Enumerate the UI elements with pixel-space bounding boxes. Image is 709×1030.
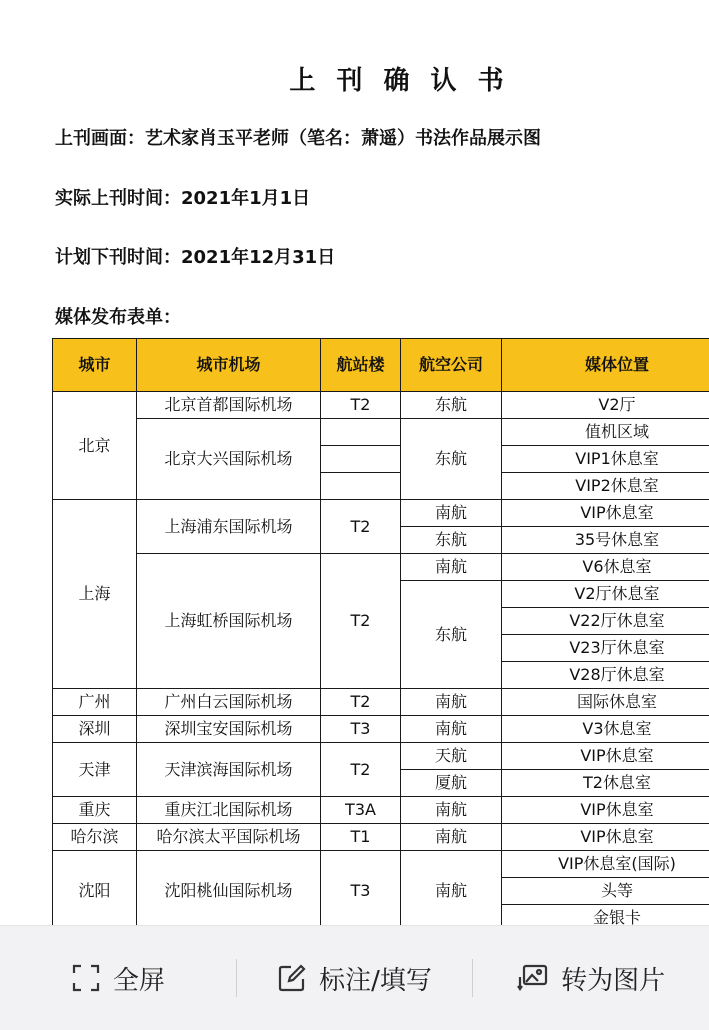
- terminal-cell: T2: [321, 500, 401, 554]
- airline-cell: 东航: [401, 581, 502, 689]
- airport-cell: 深圳宝安国际机场: [137, 716, 321, 743]
- fullscreen-icon: [71, 963, 101, 993]
- header-airline: 航空公司: [401, 339, 502, 392]
- airline-cell: 南航: [401, 797, 502, 824]
- airline-cell: 南航: [401, 824, 502, 851]
- airport-cell: 沈阳桃仙国际机场: [137, 851, 321, 926]
- terminal-cell: T2: [321, 743, 401, 797]
- city-cell: 上海: [53, 500, 137, 689]
- table-caption: 媒体发布表单：: [55, 303, 181, 329]
- fullscreen-button[interactable]: [0, 960, 236, 997]
- header-city: 城市: [53, 339, 137, 392]
- terminal-cell: T2: [321, 554, 401, 689]
- airline-cell: 南航: [401, 689, 502, 716]
- picture-line: 上刊画面：艺术家肖玉平老师（笔名：萧遥）书法作品展示图: [55, 124, 541, 150]
- terminal-cell: [321, 473, 401, 500]
- position-cell: 国际休息室: [502, 689, 709, 716]
- bottom-toolbar: [0, 925, 709, 1030]
- terminal-cell: T1: [321, 824, 401, 851]
- table-row: [53, 689, 709, 716]
- terminal-cell: T3: [321, 851, 401, 926]
- table-row: [53, 419, 709, 446]
- position-cell: V23厅休息室: [502, 635, 709, 662]
- table-row: [53, 851, 709, 878]
- airport-cell: 哈尔滨太平国际机场: [137, 824, 321, 851]
- fullscreen-label: 全屏: [113, 960, 165, 997]
- start-date-line: 实际上刊时间：2021年1月1日: [55, 184, 310, 210]
- airline-cell: 东航: [401, 527, 502, 554]
- airline-cell: 东航: [401, 392, 502, 419]
- airport-cell: 广州白云国际机场: [137, 689, 321, 716]
- position-cell: 35号休息室: [502, 527, 709, 554]
- position-cell: 值机区域: [502, 419, 709, 446]
- airline-cell: 厦航: [401, 770, 502, 797]
- position-cell: V2厅: [502, 392, 709, 419]
- position-cell: VIP休息室: [502, 500, 709, 527]
- media-table: [52, 338, 709, 925]
- edit-pencil-icon: [277, 963, 307, 993]
- position-cell: VIP休息室: [502, 797, 709, 824]
- position-cell: V3休息室: [502, 716, 709, 743]
- convert-to-image-button[interactable]: [473, 960, 709, 997]
- terminal-cell: [321, 419, 401, 446]
- airline-cell: 东航: [401, 419, 502, 500]
- airport-cell: 北京大兴国际机场: [137, 419, 321, 500]
- city-cell: 重庆: [53, 797, 137, 824]
- position-cell: VIP2休息室: [502, 473, 709, 500]
- city-cell: 哈尔滨: [53, 824, 137, 851]
- terminal-cell: T2: [321, 392, 401, 419]
- table-header-row: [53, 339, 709, 392]
- table-row: [53, 392, 709, 419]
- airport-cell: 北京首都国际机场: [137, 392, 321, 419]
- annotate-label: 标注/填写: [319, 960, 432, 997]
- airport-cell: 上海浦东国际机场: [137, 500, 321, 554]
- city-cell: 北京: [53, 392, 137, 500]
- table-row: [53, 716, 709, 743]
- position-cell: 头等: [502, 878, 709, 905]
- airline-cell: 天航: [401, 743, 502, 770]
- header-terminal: 航站楼: [321, 339, 401, 392]
- convert-to-image-label: 转为图片: [561, 960, 665, 997]
- airline-cell: 南航: [401, 851, 502, 926]
- header-position: 媒体位置: [502, 339, 709, 392]
- end-date-line: 计划下刊时间：2021年12月31日: [55, 243, 335, 269]
- city-cell: 深圳: [53, 716, 137, 743]
- position-cell: V6休息室: [502, 554, 709, 581]
- position-cell: T2休息室: [502, 770, 709, 797]
- airport-cell: 上海虹桥国际机场: [137, 554, 321, 689]
- header-airport: 城市机场: [137, 339, 321, 392]
- document-title: 上 刊 确 认 书: [0, 60, 709, 97]
- airline-cell: 南航: [401, 500, 502, 527]
- table-row: [53, 554, 709, 581]
- table-row: [53, 824, 709, 851]
- position-cell: V28厅休息室: [502, 662, 709, 689]
- image-convert-icon: [517, 963, 549, 993]
- table-row: [53, 500, 709, 527]
- city-cell: 沈阳: [53, 851, 137, 926]
- city-cell: 广州: [53, 689, 137, 716]
- table-row: [53, 743, 709, 770]
- city-cell: 天津: [53, 743, 137, 797]
- airline-cell: 南航: [401, 554, 502, 581]
- terminal-cell: T2: [321, 689, 401, 716]
- terminal-cell: T3A: [321, 797, 401, 824]
- annotate-button[interactable]: [237, 960, 473, 997]
- position-cell: VIP休息室: [502, 824, 709, 851]
- position-cell: V2厅休息室: [502, 581, 709, 608]
- terminal-cell: [321, 446, 401, 473]
- position-cell: VIP休息室: [502, 743, 709, 770]
- terminal-cell: T3: [321, 716, 401, 743]
- airport-cell: 天津滨海国际机场: [137, 743, 321, 797]
- position-cell: V22厅休息室: [502, 608, 709, 635]
- position-cell: VIP休息室(国际): [502, 851, 709, 878]
- position-cell: 金银卡: [502, 905, 709, 926]
- position-cell: VIP1休息室: [502, 446, 709, 473]
- airport-cell: 重庆江北国际机场: [137, 797, 321, 824]
- airline-cell: 南航: [401, 716, 502, 743]
- table-row: [53, 797, 709, 824]
